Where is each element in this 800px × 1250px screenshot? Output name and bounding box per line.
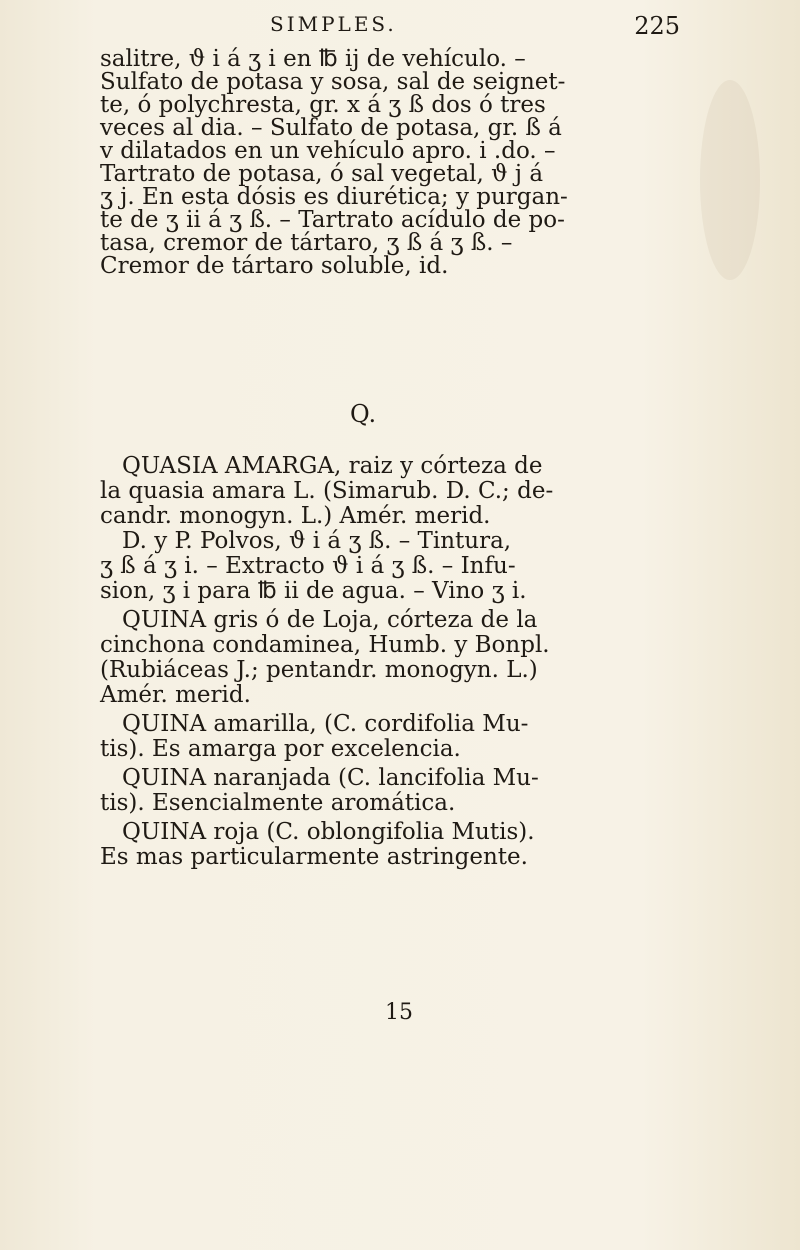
section-letter: Q. [350,400,377,428]
text-line: te de ʒ ii á ʒ ß. – Tartrato acídulo de po- [100,207,565,233]
text-line: te, ó polychresta, gr. x á ʒ ß dos ó tres [100,92,546,118]
entry-quasia [100,455,645,603]
text-line: QUINA roja (C. oblongifolia Mutis). [122,819,535,845]
text-line: veces al dia. – Sulfato de potasa, gr. ß á [100,115,562,141]
text-line: salitre, ϑ i á ʒ i en ℔ ij de vehículo. – [100,46,526,72]
text-line: tis). Esencialmente aromática. [100,790,456,816]
text-line: ʒ j. En esta dósis es diurética; y purgan- [100,184,568,210]
text-line: Sulfato de potasa y sosa, sal de seignet- [100,69,566,95]
signature-mark: 15 [385,1000,413,1025]
text-line: Cremor de tártaro soluble, id. [100,253,449,279]
text-line: Amér. merid. [100,682,251,708]
running-head: SIMPLES. [270,12,397,36]
text-line: tis). Es amarga por excelencia. [100,736,461,762]
text-line: sion, ʒ i para ℔ ii de agua. – Vino ʒ i. [100,578,527,604]
entry-quina-gris [100,609,645,707]
entry-quina-amarilla [100,713,645,761]
text-line: D. y P. Polvos, ϑ i á ʒ ß. – Tintura, [122,528,512,554]
text-line: v dilatados en un vehículo apro. i .do. – [100,138,556,164]
continuation-text [100,48,645,278]
text-line: QUINA amarilla, (C. cordifolia Mu- [122,711,529,737]
text-line: tasa, cremor de tártaro, ʒ ß á ʒ ß. – [100,230,513,256]
entry-quina-roja [100,821,645,869]
text-line: Es mas particularmente astringente. [100,844,528,870]
text-line: (Rubiáceas J.; pentandr. monogyn. L.) [100,657,538,683]
page-number: 225 [634,12,680,40]
entries [100,455,645,871]
text-line: QUASIA AMARGA, raiz y córteza de [122,453,543,479]
text-line: candr. monogyn. L.) Amér. merid. [100,503,491,529]
paper-stain [700,80,760,280]
entry-quina-naranjada [100,767,645,815]
page-header [120,10,680,50]
text-line: QUINA naranjada (C. lancifolia Mu- [122,765,539,791]
text-line: la quasia amara L. (Simarub. D. C.; de- [100,478,554,504]
text-line: Tartrato de potasa, ó sal vegetal, ϑ j á [100,161,544,187]
text-line: cinchona condaminea, Humb. y Bonpl. [100,632,550,658]
text-line: ʒ ß á ʒ i. – Extracto ϑ i á ʒ ß. – Infu- [100,553,516,579]
text-line: QUINA gris ó de Loja, córteza de la [122,607,538,633]
